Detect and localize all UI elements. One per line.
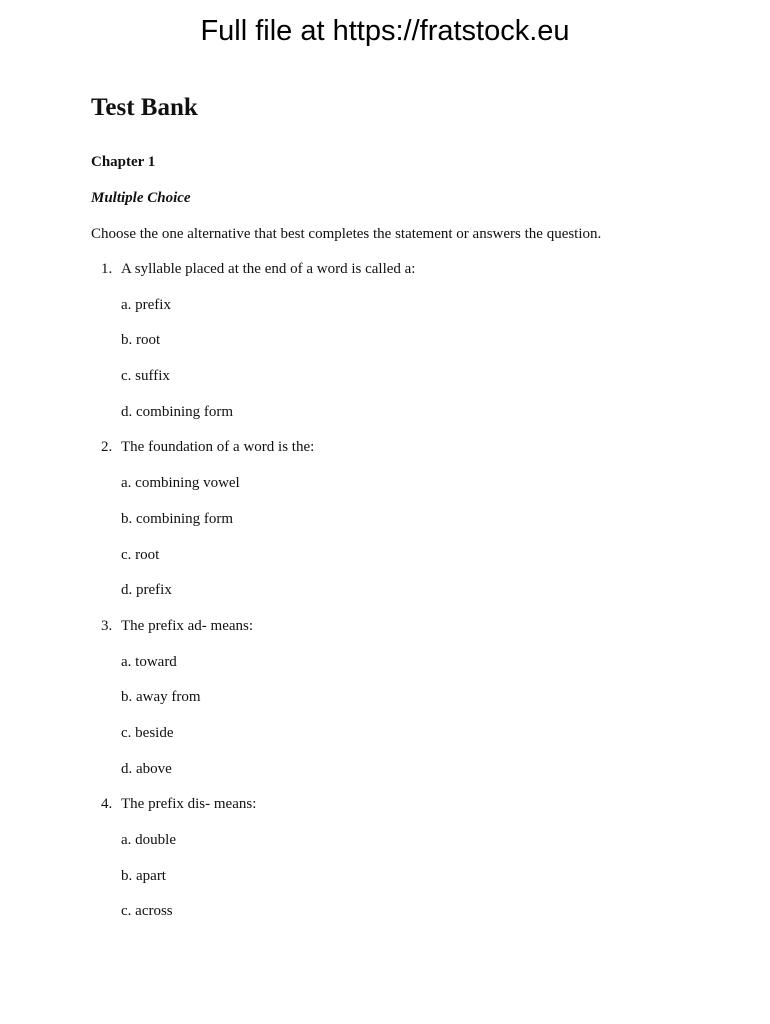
question-text: The prefix dis- means: bbox=[121, 796, 257, 813]
option-text: d. above bbox=[121, 760, 172, 777]
answer-option bbox=[0, 830, 770, 866]
answer-option bbox=[0, 402, 770, 438]
question-text: A syllable placed at the end of a word is called a: bbox=[121, 261, 416, 277]
option-text: c. suffix bbox=[121, 368, 170, 385]
answer-option bbox=[0, 759, 770, 795]
answer-option bbox=[0, 366, 770, 402]
document-title: Test Bank bbox=[91, 94, 198, 121]
download-banner: Full file at https://fratstock.eu bbox=[200, 15, 570, 47]
answer-option bbox=[0, 473, 770, 509]
option-text: d. combining form bbox=[121, 403, 234, 420]
question-1 bbox=[0, 259, 770, 295]
option-text: a. prefix bbox=[121, 296, 171, 313]
option-text: d. prefix bbox=[121, 582, 172, 599]
option-text: b. root bbox=[121, 332, 161, 349]
option-text: a. combining vowel bbox=[121, 475, 240, 492]
question-list bbox=[0, 259, 770, 937]
chapter-heading: Chapter 1 bbox=[91, 154, 156, 170]
answer-option bbox=[0, 330, 770, 366]
answer-option bbox=[0, 901, 770, 937]
section-heading: Multiple Choice bbox=[91, 190, 191, 206]
question-text: The foundation of a word is the: bbox=[121, 439, 315, 456]
question-3 bbox=[0, 616, 770, 652]
question-number: 3. bbox=[101, 617, 113, 634]
question-text: The prefix ad- means: bbox=[121, 617, 254, 634]
question-number: 2. bbox=[101, 439, 113, 456]
answer-option bbox=[0, 866, 770, 902]
option-text: c. beside bbox=[121, 724, 174, 741]
answer-option bbox=[0, 723, 770, 759]
question-2 bbox=[0, 437, 770, 473]
option-text: b. apart bbox=[121, 867, 166, 884]
option-text: a. double bbox=[121, 832, 176, 848]
answer-option bbox=[0, 509, 770, 545]
option-text: b. away from bbox=[121, 689, 201, 706]
answer-option bbox=[0, 545, 770, 581]
question-number: 1. bbox=[101, 261, 113, 277]
answer-option bbox=[0, 295, 770, 331]
option-text: b. combining form bbox=[121, 510, 234, 527]
option-text: c. root bbox=[121, 546, 160, 563]
question-number: 4. bbox=[101, 796, 113, 813]
answer-option bbox=[0, 580, 770, 616]
question-4 bbox=[0, 794, 770, 830]
instructions-text: Choose the one alternative that best completes the statement or answers the question. bbox=[91, 226, 602, 242]
answer-option bbox=[0, 652, 770, 688]
option-text: a. toward bbox=[121, 653, 177, 670]
answer-option bbox=[0, 687, 770, 723]
option-text: c. across bbox=[121, 903, 173, 920]
